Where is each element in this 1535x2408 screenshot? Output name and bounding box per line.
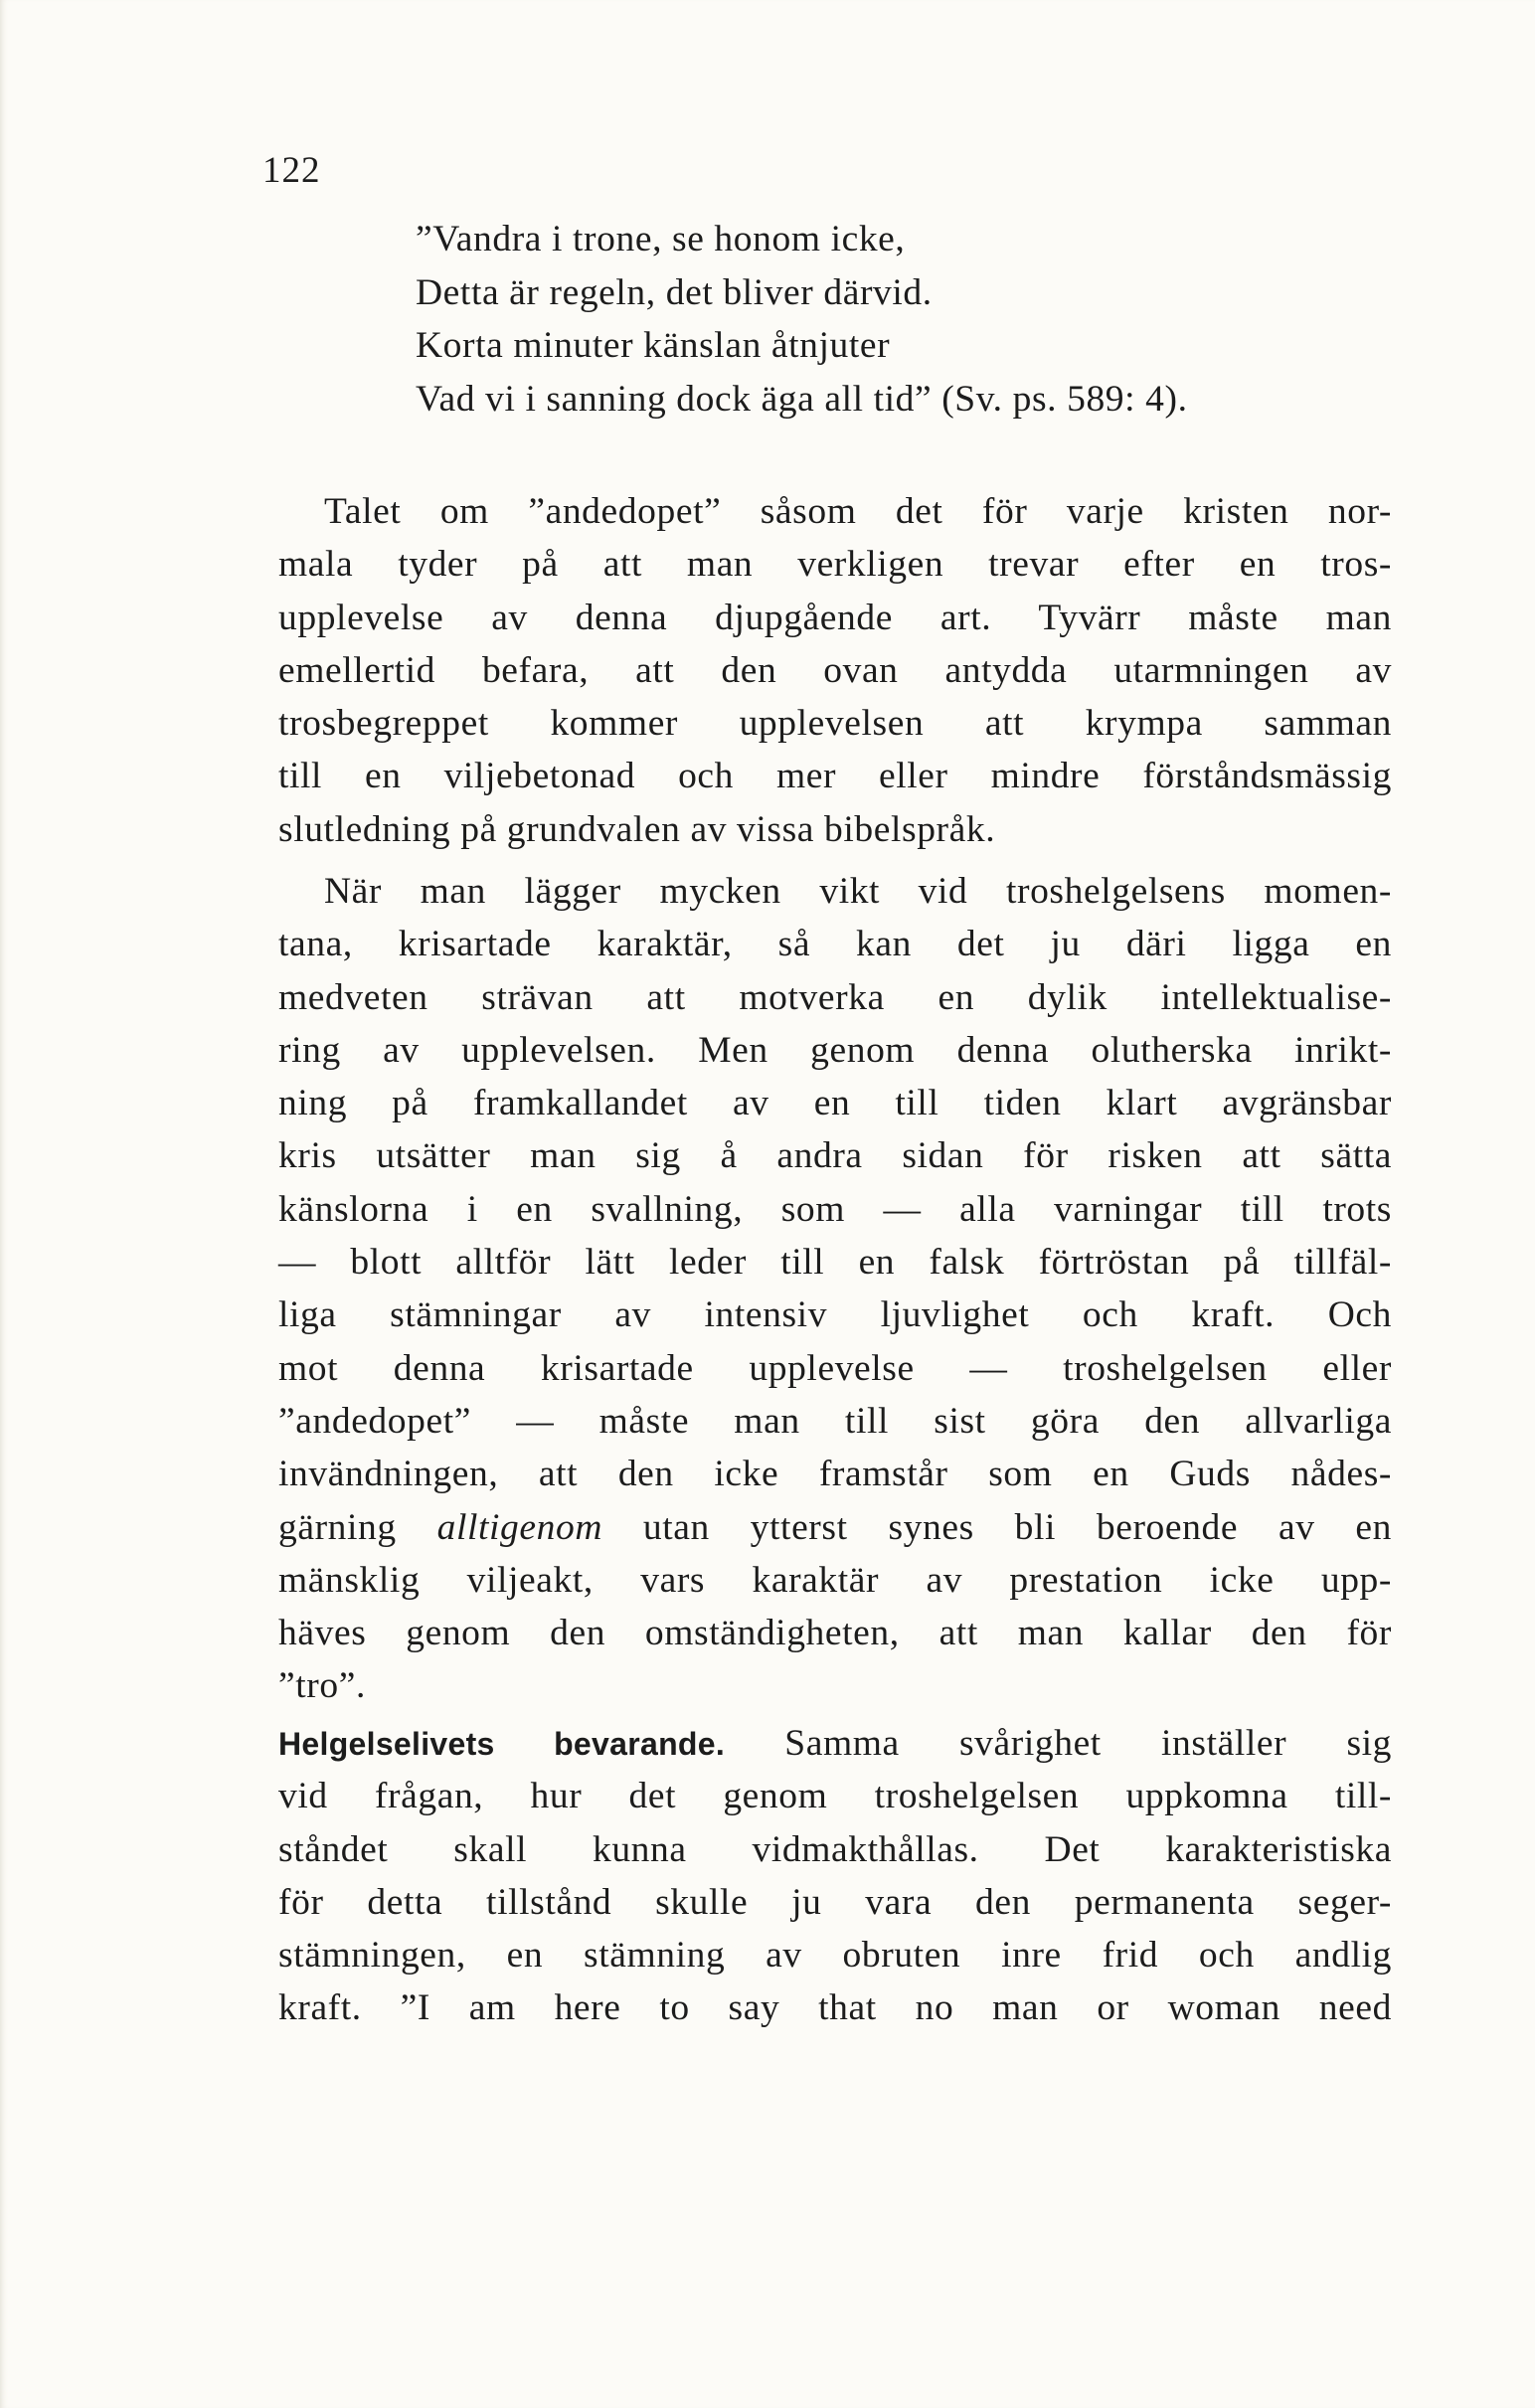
- text-line: emellertid befara, att den ovan antydda utarmningen av: [278, 649, 1392, 691]
- text-line: medveten strävan att motverka en dylik intellektualise-: [278, 976, 1392, 1018]
- text-line: ”tro”.: [278, 1665, 366, 1707]
- text-line: ”andedopet” — måste man till sist göra den allvarliga: [278, 1400, 1392, 1442]
- section-paragraph: [278, 1717, 1392, 2035]
- text-line: ring av upplevelsen. Men genom denna olutherska inrikt-: [278, 1029, 1392, 1071]
- poem-line: Korta minuter känslan åtnjuter: [416, 325, 891, 366]
- text-segment: gärning: [278, 1506, 437, 1548]
- text-line: häves genom den omständigheten, att man kallar den för: [278, 1613, 1392, 1654]
- text-line: känslorna i en svallning, som — alla varningar till trots: [278, 1188, 1392, 1230]
- text-line: invändningen, att den icke framstår som en Guds nådes-: [278, 1454, 1392, 1495]
- text-line: mot denna krisartade upplevelse — troshelgelsen eller: [278, 1347, 1392, 1389]
- poem-line: ”Vandra i trone, se honom icke,: [416, 219, 906, 259]
- text-line: tana, krisartade karaktär, så kan det ju däri ligga en: [278, 924, 1392, 965]
- page-number: 122: [262, 150, 321, 191]
- paragraph-2: [278, 865, 1392, 1713]
- text-line: vid frågan, hur det genom troshelgelsen uppkomna till-: [278, 1776, 1392, 1817]
- text-line: ning på framkallandet av en till tiden klart avgränsbar: [278, 1083, 1392, 1124]
- text-line: upplevelse av denna djupgående art. Tyvärr måste man: [278, 597, 1392, 638]
- text-line: kris utsätter man sig å andra sidan för risken att sätta: [278, 1135, 1392, 1177]
- poem-line: Detta är regeln, det bliver därvid.: [416, 271, 933, 313]
- text-line: till en viljebetonad och mer eller mindre förståndsmässig: [278, 756, 1392, 797]
- italic-word: alltigenom: [436, 1506, 603, 1548]
- text-line: ståndet skall kunna vidmakthållas. Det karakteristiska: [278, 1828, 1392, 1870]
- text-line-with-italic: [278, 1501, 1392, 1554]
- text-line: trosbegreppet kommer upplevelsen att krympa samman: [278, 703, 1392, 745]
- hymn-quotation: [416, 213, 1410, 426]
- text-line: för detta tillstånd skulle ju vara den permanenta seger-: [278, 1881, 1392, 1923]
- poem-line: Vad vi i sanning dock äga all tid” (Sv. ps. 589: 4).: [416, 378, 1188, 420]
- text-line: stämningen, en stämning av obruten inre frid och andlig: [278, 1935, 1392, 1977]
- text-line: mänsklig viljeakt, vars karaktär av prestation icke upp-: [278, 1559, 1392, 1601]
- paragraph-1: [278, 485, 1392, 856]
- text-line: Talet om ”andedopet” såsom det för varje kristen nor-: [324, 491, 1392, 532]
- text-line: liga stämningar av intensiv ljuvlighet och kraft. Och: [278, 1294, 1392, 1336]
- text-line: — blott alltför lätt leder till en falsk förtröstan på tillfäl-: [278, 1242, 1392, 1284]
- text-line: slutledning på grundvalen av vissa bibelspråk.: [278, 808, 996, 850]
- text-line-with-heading: [278, 1717, 1392, 1770]
- text-line: mala tyder på att man verkligen trevar efter en tros-: [278, 544, 1392, 586]
- text-line: kraft. ”I am here to say that no man or woman need: [278, 1987, 1392, 2029]
- section-heading: Helgelselivets bevarande.: [278, 1726, 726, 1762]
- text-segment: utan ytterst synes bli beroende av en: [602, 1506, 1392, 1548]
- text-segment: Samma svårighet inställer sig: [725, 1723, 1393, 1764]
- text-line: När man lägger mycken vikt vid troshelgelsens momen-: [324, 871, 1392, 912]
